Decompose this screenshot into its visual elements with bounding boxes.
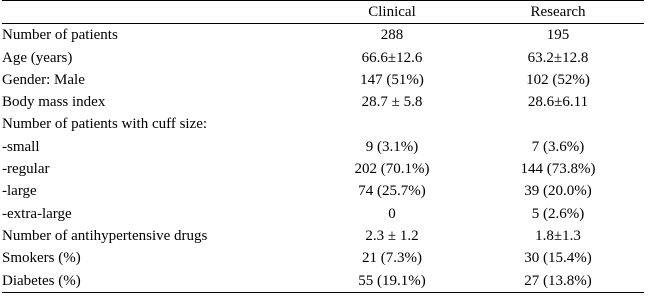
row-label: Diabetes (%): [2, 272, 81, 289]
header-label-cell: [2, 1, 312, 24]
row-label: Number of patients with cuff size:: [2, 116, 208, 133]
row-label: -small: [2, 138, 40, 155]
table-row: [2, 91, 644, 113]
clinical-value: 55 (19.1%): [358, 272, 426, 289]
clinical-value: 147 (51%): [360, 71, 424, 88]
table-row: [2, 158, 644, 180]
row-label: -regular: [2, 161, 50, 178]
row-label: Number of antihypertensive drugs: [2, 227, 208, 244]
table-body: [2, 24, 644, 293]
research-value: 102 (52%): [526, 71, 590, 88]
research-value: 63.2±12.8: [527, 49, 589, 66]
clinical-value: 66.6±12.6: [361, 49, 423, 66]
research-value: [472, 113, 644, 135]
research-value: 5 (2.6%): [531, 205, 585, 222]
clinical-value: 74 (25.7%): [358, 183, 426, 200]
clinical-value: 288: [380, 27, 404, 44]
research-value: 195: [546, 27, 570, 44]
row-label: Number of patients: [2, 27, 118, 44]
table-row: [2, 24, 644, 47]
table-row: [2, 180, 644, 202]
header-research: Research: [530, 4, 586, 20]
table-row: [2, 136, 644, 158]
clinical-value: 2.3 ± 1.2: [365, 227, 419, 244]
table-row: [2, 270, 644, 293]
research-value: 39 (20.0%): [524, 183, 592, 200]
table-row: [2, 247, 644, 269]
header-clinical: Clinical: [368, 4, 416, 20]
research-value: 7 (3.6%): [531, 138, 585, 155]
table-row: [2, 225, 644, 247]
clinical-value: 9 (3.1%): [365, 138, 419, 155]
research-value: 1.8±1.3: [535, 227, 581, 244]
table-header-row: [2, 1, 644, 24]
patient-characteristics-table: [2, 0, 644, 293]
row-label: -large: [2, 183, 37, 200]
row-label: Gender: Male: [2, 71, 85, 88]
row-label: Body mass index: [2, 94, 106, 111]
research-value: 30 (15.4%): [524, 250, 592, 267]
row-label: Smokers (%): [2, 250, 81, 267]
clinical-value: [312, 113, 472, 135]
table-row: [2, 113, 644, 135]
clinical-value: 21 (7.3%): [362, 250, 422, 267]
clinical-value: 0: [388, 205, 396, 222]
research-value: 144 (73.8%): [520, 161, 596, 178]
clinical-value: 202 (70.1%): [354, 161, 430, 178]
research-value: 28.6±6.11: [527, 94, 589, 111]
research-value: 27 (13.8%): [524, 272, 592, 289]
clinical-value: 28.7 ± 5.8: [361, 94, 423, 111]
row-label: Age (years): [2, 49, 73, 66]
table-row: [2, 47, 644, 69]
table-row: [2, 203, 644, 225]
table-row: [2, 69, 644, 91]
row-label: -extra-large: [2, 205, 72, 222]
